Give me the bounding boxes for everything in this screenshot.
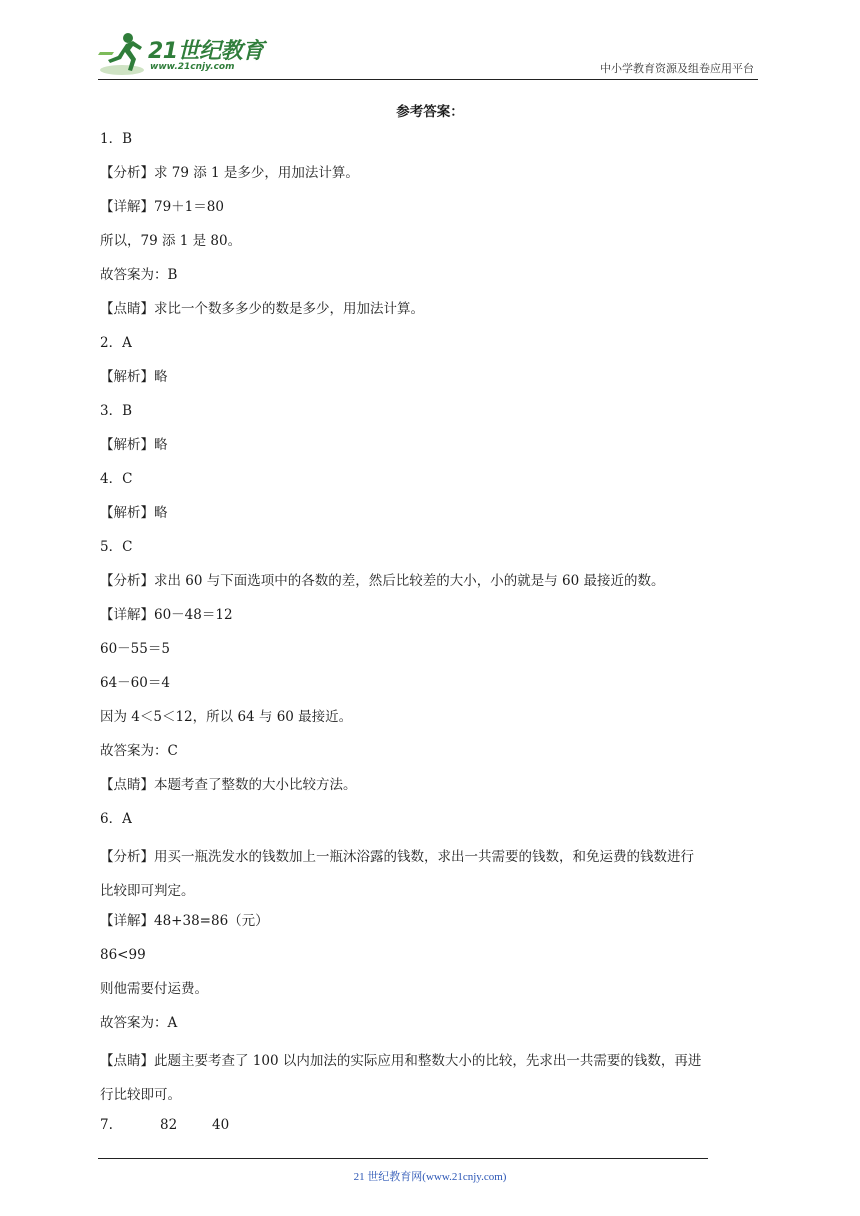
answer-line: 5．C (100, 539, 133, 555)
answer-line: 所以，79 添 1 是 80。 (100, 233, 242, 249)
runner-logo-icon (98, 30, 148, 78)
answer-value: 40 (212, 1117, 230, 1133)
answer-line: 【解析】略 (100, 505, 168, 521)
site-logo[interactable] (98, 28, 268, 80)
page-header (98, 28, 758, 80)
answer-line: 3．B (100, 403, 133, 419)
answer-value: 82 (160, 1117, 178, 1133)
answer-line: 【分析】求出 60 与下面选项中的各数的差，然后比较差的大小，小的就是与 60 最接近的数。 (100, 573, 665, 589)
answer-line: 【点睛】求比一个数多多少的数是多少，用加法计算。 (100, 301, 424, 317)
paragraph-line: 【点睛】此题主要考查了 100 以内加法的实际应用和整数大小的比较，先求出一共需要的钱数，再进 (100, 1053, 702, 1069)
answer-line: 【分析】求 79 添 1 是多少，用加法计算。 (100, 165, 359, 181)
paragraph-line: 比较即可判定。 (100, 883, 195, 899)
answer-line: 60－55＝5 (100, 641, 170, 657)
paragraph-line: 【分析】用买一瓶洗发水的钱数加上一瓶沐浴露的钱数，求出一共需要的钱数，和免运费的钱数进行 (100, 849, 694, 865)
paragraph-line: 行比较即可。 (100, 1087, 181, 1103)
answer-line: 【详解】60－48＝12 (100, 607, 233, 623)
answer-content (100, 126, 764, 1146)
answer-line: 【解析】略 (100, 369, 168, 385)
answer-line: 故答案为：B (100, 267, 178, 283)
platform-tagline: 中小学教育资源及组卷应用平台 (600, 62, 754, 75)
point-paragraph (100, 1044, 764, 1112)
footer-divider (98, 1158, 708, 1159)
logo-wordmark: 21世纪教育 (148, 39, 264, 64)
answer-line: 6．A (100, 811, 132, 827)
header-divider (98, 79, 758, 80)
page-title: 参考答案： (396, 104, 464, 120)
answer-line: 因为 4＜5＜12，所以 64 与 60 最接近。 (100, 709, 353, 725)
answer-line: 故答案为：C (100, 743, 178, 759)
answer-line: 则他需要付运费。 (100, 981, 208, 997)
answer-line: 4．C (100, 471, 133, 487)
answer-line: 1．B (100, 131, 133, 147)
logo-url: www.21cnjy.com (150, 62, 235, 72)
answer-line: 86<99 (100, 947, 146, 963)
question-number: 7. (100, 1117, 113, 1133)
answer-line: 64－60＝4 (100, 675, 170, 691)
answer-line: 故答案为：A (100, 1015, 178, 1031)
answer-line: 【点睛】本题考查了整数的大小比较方法。 (100, 777, 357, 793)
answer-line: 2．A (100, 335, 132, 351)
answer-line: 【详解】48+38=86（元） (100, 913, 269, 929)
answer-line: 【解析】略 (100, 437, 168, 453)
question-7-answer (100, 1112, 764, 1146)
footer-link[interactable]: 21 世纪教育网(www.21cnjy.com) (353, 1171, 507, 1183)
answer-line: 【详解】79＋1＝80 (100, 199, 224, 215)
analysis-paragraph (100, 840, 764, 908)
